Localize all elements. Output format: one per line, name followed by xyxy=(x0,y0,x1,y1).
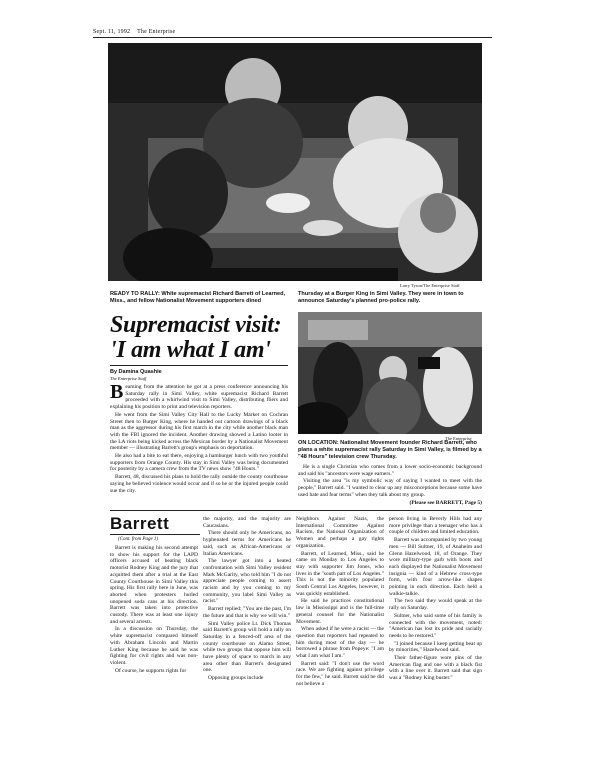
story-right xyxy=(298,464,482,507)
story-jump-line: (Please see BARRETT, Page 5) xyxy=(409,499,482,506)
jump-column-4 xyxy=(389,516,482,683)
header-date: Sept. 11, 1992 xyxy=(93,29,131,35)
jump-paragraph: Barrett replied: "You are the past, I'm the future and that is why we will win." xyxy=(203,606,291,619)
jump-paragraph: Of course, he supports rights for xyxy=(115,667,187,674)
header-rule xyxy=(93,37,492,38)
caption-top-left-text: White supremacist Richard Barrett of Learned, Miss., and fellow Nationalist Movement supporters dined xyxy=(110,291,286,304)
caption-top-lead: READY TO RALLY: xyxy=(110,291,160,297)
caption-right xyxy=(298,440,482,461)
jump-paragraph: When asked if he were a racist — the question that reporters had repeated to him during most of the day — he borrowed a phrase from Popeye: "I am what I am what I am." xyxy=(296,626,384,660)
film-crew-photo xyxy=(298,312,482,434)
jump-paragraph: person living in Beverly Hills had any more privilege than a teenager who has a couple of children and limited education. xyxy=(389,516,482,536)
photo-top xyxy=(108,43,482,281)
jump-paragraph: The lawyer got into a heated confrontation with Simi Valley resident Mark McGarity, who told him "I do not appreciate people coming to assert racism and by you coming to my community, you label Simi Valley as racist." xyxy=(203,558,291,605)
burger-king-diners-photo xyxy=(108,43,482,281)
photo-right xyxy=(298,312,482,434)
caption-right-lead: ON LOCATION: xyxy=(298,440,339,446)
jump-paragraph: Barrett, of Learned, Miss., said he came on Monday to Los Angeles to stay with supporter Jim Jones, who lives in the "south part of Los Angeles." This is not the minority populated South Central Los Angeles, however, it was quickly established. xyxy=(296,550,384,597)
byline-author: By Damina Quashie xyxy=(110,369,162,375)
headline-line-1: Supremacist visit: xyxy=(110,312,282,338)
jump-paragraph: He said he practices constitutional law in Mississippi and is the full-time general counsel for the Nationalist Movement. xyxy=(296,598,384,625)
jump-paragraph: Barrett is making his second attempt to show his support for the LAPD officers accused of beating black motorist Rodney King and the jury that acquitted them after a trial at the East County Courthouse in Simi Valley this spring. His first rally here in June, was aborted when protesters hurled unopened soda cans at his direction. Barrett was taken into protective custody. There was at least one injury and several arrests. xyxy=(110,545,198,625)
jump-top-rule xyxy=(110,510,482,511)
headline xyxy=(110,313,290,363)
story-left xyxy=(110,381,288,495)
jump-paragraph: Simi Valley police Lt. Dick Thomas said Barrett's group will hold a rally on Saturday in a fenced-off area of the county courthouse on Alamo Street, while two groups that oppose him will have plenty of space to march in any area other than Barrett's designated one. xyxy=(203,620,291,674)
jump-paragraph: Neighbors Against Nazis, the International Committee Against Racism, the National Organization of Women and perhaps a gay rights organization. xyxy=(296,516,384,549)
page-header xyxy=(93,29,175,35)
jump-paragraph: Sultner, who said some of his family is connected with the movement, noted: "American has lost its pride and racially needs to be restored." xyxy=(389,612,482,639)
caption-top-left xyxy=(110,291,294,305)
photo-top-credit: Larry Tyson/The Enterprise Staff xyxy=(400,283,460,288)
jump-paragraph: In a discussion on Thursday, the white supremacist compared himself with Abraham Lincoln and Martin Luther King because he said he was fighting for civil rights and was non-violent. xyxy=(110,626,198,666)
jump-column-3 xyxy=(296,516,384,689)
story-right-paragraph: He is a single Christian who comes from a lower socio-economic background and said his "ancestors were wage earners." xyxy=(298,464,482,477)
jump-paragraph: "I joined because I keep getting beat up by minorities," Hazelwood said. xyxy=(389,640,482,654)
story-right-paragraph: Visiting the area "is my symbolic way of saying I wanted to meet with the people," Barrett said. "I wanted to clear up any misconceptions because some have used hate and fear terms" when they talk about my group. xyxy=(298,478,482,498)
jump-title: Barrett xyxy=(110,514,170,533)
photo-right-credit: The Enterprise xyxy=(445,436,472,441)
header-paper: The Enterprise xyxy=(137,29,176,35)
jump-paragraph: There should only be Americans, no hyphenated terms for Americans he said, such as African-Americans or Italian Americans. xyxy=(203,530,291,557)
jump-paragraph: Opposing groups include xyxy=(208,675,264,682)
jump-paragraph: Barrett said: "I don't use the word race. We are fighting against privilege for the few," he said. Barrett said he did not believe a xyxy=(296,660,384,687)
headline-rule xyxy=(110,365,288,366)
jump-paragraph: Barrett was accompanied by two young men — Bill Sultner, 19, of Anaheim and Glenn Hazelwood, 18, of Orange. They wore military-type garb with boots and each displayed the Nationalist Movement insignia — kind of a Hebrew cross-type form, with four arrow-like shapes pointing in each direction. Each held a walkie-talkie. xyxy=(389,537,482,597)
story-paragraph: eaming from the attention he got at a press conference announcing his Saturday rally in Simi Valley, white supremacist Richard Barrett proceeded with a whirlwind visit to Simi Valley, distributing fliers and explaining his position to print and television reporters. xyxy=(110,384,288,411)
story-paragraph: Barrett, 48, discussed his plans to hold the rally outside the county courthouse saying he believed violence would occur and if so he or the injured people could sue the city. xyxy=(110,474,288,494)
jump-column-2 xyxy=(203,516,291,683)
story-paragraph: He also had a bite to eat there, enjoying a hamburger lunch with two youthful supporters from Orange County. His stay in Simi Valley was being documented for posterity by a camera crew from the TV news show "48 Hours." xyxy=(110,453,288,473)
jump-title-rule xyxy=(110,534,200,535)
headline-line-2: 'I am what I am' xyxy=(110,337,271,363)
caption-top-right: Thursday at a Burger King in Simi Valley. They were in town to announce Saturday's planned pro-police rally. xyxy=(298,291,464,304)
byline-role: The Enterprise Staff xyxy=(110,376,147,381)
jump-continuation: (Cont. from Page 1) xyxy=(118,537,159,542)
jump-column-1 xyxy=(110,545,198,675)
dropcap: B xyxy=(110,381,124,403)
caption-right-text: Nationalist Movement founder Richard Barrett, who plans a white supremacist rally Saturday in Simi Valley, is filmed by a "48 Hours" television crew Thursday. xyxy=(298,440,482,460)
jump-paragraph: Their father-figure wore pins of the American flag and one with a black fist with a line over it. Barrett said that sign was a "Rodney King buster." xyxy=(389,655,482,682)
jump-paragraph: The two said they would speak at the rally on Saturday. xyxy=(389,598,482,612)
story-paragraph: He went from the Simi Valley City Hall to the Lucky Market on Cochran Street then to Burger King, where he handed out cartoon drawings of a black man as the aggressor during his first march in the city while another black man with the FBI ignored the incident. Another drawing showed a Latino looter in the LA riots being kicked across the Mexican border by a Nationalist Movement member — illustrating Barrett's group's emphasis on deportation. xyxy=(110,411,288,452)
jump-paragraph: the majority, and the majority are Caucasians. xyxy=(203,516,291,529)
